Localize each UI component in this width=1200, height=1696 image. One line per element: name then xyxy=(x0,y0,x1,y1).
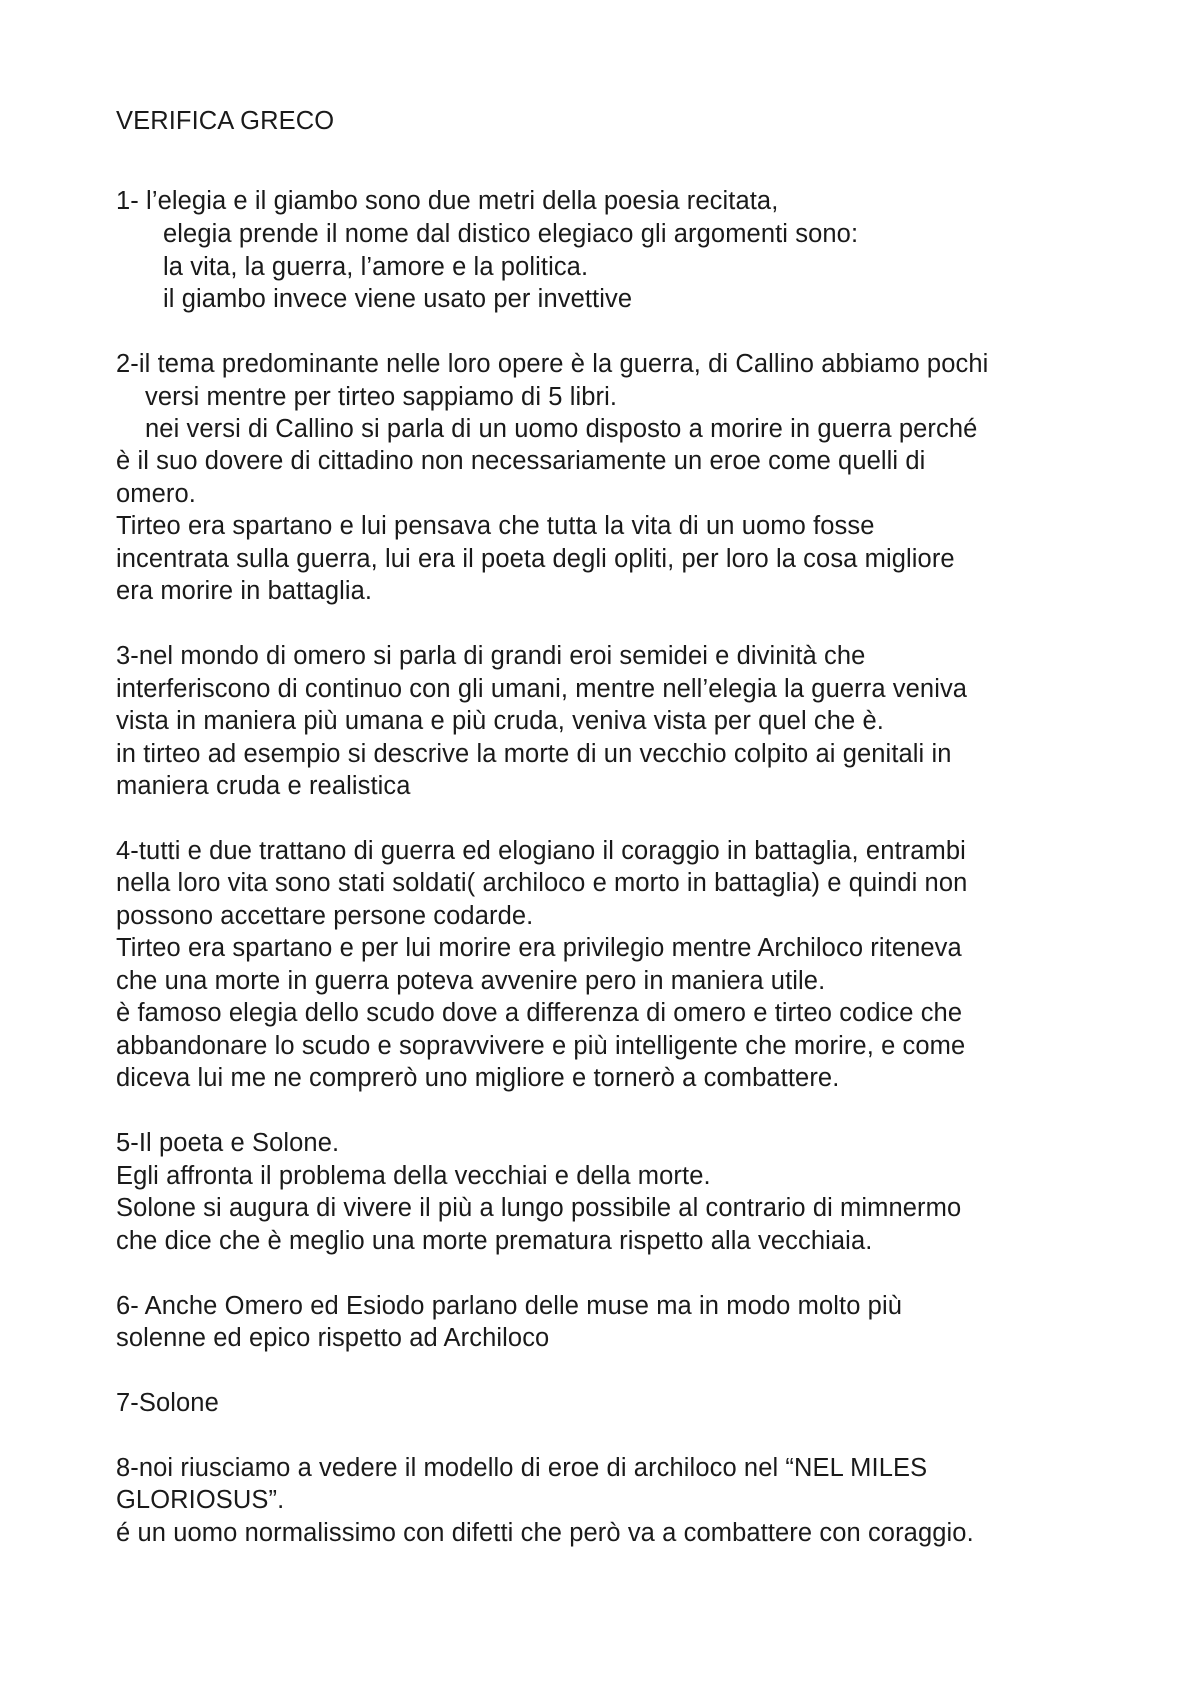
text-line-q4-1: 4-tutti e due trattano di guerra ed elogiano il coraggio in battaglia, entrambi xyxy=(116,837,966,865)
text-line-q2-6: Tirteo era spartano e lui pensava che tutta la vita di un uomo fosse xyxy=(116,512,875,540)
text-line-q3-1: 3-nel mondo di omero si parla di grandi eroi semidei e divinità che xyxy=(116,642,866,670)
text-line-q3-3: vista in maniera più umana e più cruda, veniva vista per quel che è. xyxy=(116,707,884,735)
text-line-q4-2: nella loro vita sono stati soldati( archiloco e morto in battaglia) e quindi non xyxy=(116,869,968,897)
text-line-q3-2: interferiscono di continuo con gli umani, mentre nell’elegia la guerra veniva xyxy=(116,675,968,703)
text-line-q4-8: diceva lui me ne comprerò uno migliore e tornerò a combattere. xyxy=(116,1064,840,1092)
text-line-q3-4: in tirteo ad esempio si descrive la morte di un vecchio colpito ai genitali in xyxy=(116,740,952,768)
text-line-q4-5: che una morte in guerra poteva avvenire pero in maniera utile. xyxy=(116,967,826,995)
text-line-q5-1: 5-Il poeta e Solone. xyxy=(116,1129,340,1157)
text-line-q5-2: Egli affronta il problema della vecchiai e della morte. xyxy=(116,1162,711,1190)
text-line-q2-1: 2-il tema predominante nelle loro opere è la guerra, di Callino abbiamo pochi xyxy=(116,350,989,378)
text-line-q5-3: Solone si augura di vivere il più a lungo possibile al contrario di mimnermo xyxy=(116,1194,962,1222)
text-line-q4-7: abbandonare lo scudo e sopravvivere e più intelligente che morire, e come xyxy=(116,1032,966,1060)
text-line-q4-4: Tirteo era spartano e per lui morire era privilegio mentre Archiloco riteneva xyxy=(116,934,962,962)
text-line-q1-2: elegia prende il nome dal distico elegiaco gli argomenti sono: xyxy=(163,220,859,248)
text-line-q1-1: 1- l’elegia e il giambo sono due metri della poesia recitata, xyxy=(116,187,779,215)
text-line-q5-4: che dice che è meglio una morte prematura rispetto alla vecchiaia. xyxy=(116,1227,873,1255)
text-line-q3-5: maniera cruda e realistica xyxy=(116,772,411,800)
document-title: VERIFICA GRECO xyxy=(116,107,335,135)
text-line-q6-1: 6- Anche Omero ed Esiodo parlano delle muse ma in modo molto più xyxy=(116,1292,902,1320)
text-line-q1-4: il giambo invece viene usato per invettive xyxy=(163,285,633,313)
text-line-q8-3: é un uomo normalissimo con difetti che però va a combattere con coraggio. xyxy=(116,1519,974,1547)
text-line-q1-3: la vita, la guerra, l’amore e la politica. xyxy=(163,253,589,281)
text-line-q4-6: è famoso elegia dello scudo dove a differenza di omero e tirteo codice che xyxy=(116,999,963,1027)
text-line-q7-1: 7-Solone xyxy=(116,1389,219,1417)
text-line-q4-3: possono accettare persone codarde. xyxy=(116,902,534,930)
text-line-q2-7: incentrata sulla guerra, lui era il poeta degli opliti, per loro la cosa migliore xyxy=(116,545,955,573)
text-line-q2-3: nei versi di Callino si parla di un uomo disposto a morire in guerra perché xyxy=(145,415,978,443)
text-line-q6-2: solenne ed epico rispetto ad Archiloco xyxy=(116,1324,550,1352)
text-line-q2-4: è il suo dovere di cittadino non necessariamente un eroe come quelli di xyxy=(116,447,926,475)
text-line-q2-5: omero. xyxy=(116,480,196,508)
text-line-q2-8: era morire in battaglia. xyxy=(116,577,373,605)
text-line-q8-2: GLORIOSUS”. xyxy=(116,1486,285,1514)
text-line-q2-2: versi mentre per tirteo sappiamo di 5 libri. xyxy=(145,383,618,411)
text-line-q8-1: 8-noi riusciamo a vedere il modello di eroe di archiloco nel “NEL MILES xyxy=(116,1454,928,1482)
